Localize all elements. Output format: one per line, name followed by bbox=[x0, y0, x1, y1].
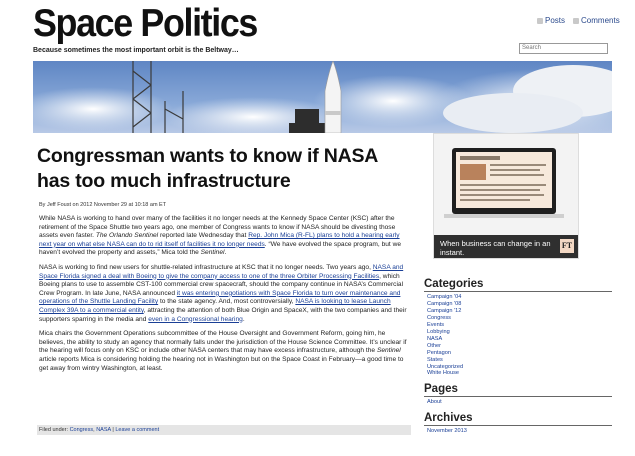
sidebar-item-category[interactable]: Pentagon bbox=[427, 349, 451, 356]
post-body bbox=[39, 215, 409, 379]
categories-list bbox=[424, 294, 612, 377]
comments-feed-label: Comments bbox=[581, 16, 620, 25]
ad-caption: When business can change in an instant. bbox=[434, 235, 579, 259]
sidebar-item-category[interactable]: Congress bbox=[427, 314, 451, 321]
search-input[interactable]: Search bbox=[519, 43, 608, 54]
site-title[interactable]: Space Politics bbox=[33, 2, 257, 45]
post-footer-meta: Filed under: Congress, NASA | Leave a comment bbox=[37, 425, 411, 435]
ad-image bbox=[434, 134, 579, 235]
post-paragraph: NASA is working to find new users for shuttle-related infrastructure at KSC that it no longer needs. Two years ago, NASA and Space Florida signed a deal with Boeing to give the company access to one of the three Orbiter Processing Facilities, which Boeing plans to use to assemble CST-100 commercial crew spacecraft, should the company continue in NASA’s Commercial Crew Program. In late June, NASA announced it was entering negotiations with Space Florida to turn over maintenance and operations of the Shuttle Landing Facility to the state agency. And, most controversially, NASA is looking to lease Launch Complex 39A to a commercial entity, attracting the attention of both Blue Origin and SpaceX, with the two companies and their supporters sparring in the media and even in a Congressional hearing. bbox=[39, 263, 407, 323]
sidebar-item-category[interactable]: Other bbox=[427, 342, 441, 349]
sidebar-item-page[interactable]: About bbox=[427, 399, 442, 406]
archives-heading: Archives bbox=[424, 412, 612, 426]
sidebar-item-category[interactable]: NASA bbox=[427, 335, 443, 342]
site-tagline: Because sometimes the most important orbit is the Beltway… bbox=[33, 47, 239, 54]
categories-heading: Categories bbox=[424, 278, 612, 292]
sidebar bbox=[424, 278, 612, 435]
sidebar-item-category[interactable]: White House bbox=[427, 370, 460, 377]
post-paragraph: While NASA is working to hand over many of the facilities it no longer needs at the Kennedy Space Center (KSC) after the retirement of the Space Shuttle two years ago, one member of Congress wants to know if NASA should be divesting those assets even faster. The Orlando Sentinel reported late Wednesday that Rep. John Mica (R-FL) plans to hold a hearing early next year on what else NASA can do to rid itself of facilities it no longer needs. “We have evolved the space program, but we haven’t evolved the property and assets,” Mica told the Sentinel. bbox=[39, 215, 402, 257]
pages-list bbox=[424, 399, 612, 406]
sidebar-item-category[interactable]: Campaign '04 bbox=[427, 294, 462, 300]
sidebar-item-category[interactable]: Campaign '12 bbox=[427, 307, 462, 314]
post-title[interactable]: Congressman wants to know if NASA has too much infrastructure bbox=[37, 145, 378, 192]
post-byline: By Jeff Foust on 2012 November 29 at 10:18 am ET bbox=[39, 202, 167, 208]
mica-hearing-link[interactable]: Rep. John Mica (R-FL) plans to hold a hearing early next year on what else NASA can do to rid itself of facilities it no longer needs bbox=[39, 232, 400, 248]
sidebar-advertisement[interactable] bbox=[433, 133, 579, 259]
leave-comment-link[interactable]: Leave a comment bbox=[115, 427, 160, 433]
header-banner-image bbox=[33, 61, 612, 133]
rss-icon bbox=[537, 18, 543, 24]
posts-feed-label: Posts bbox=[545, 16, 566, 25]
congressional-hearing-link[interactable]: even in a Congressional hearing bbox=[148, 315, 243, 323]
ft-logo-icon: FT bbox=[560, 239, 574, 253]
comments-feed-link[interactable] bbox=[573, 16, 620, 25]
sidebar-item-category[interactable]: Uncategorized bbox=[427, 363, 464, 370]
category-link-nasa[interactable]: NASA bbox=[96, 427, 111, 433]
sidebar-item-archive[interactable]: November 2013 bbox=[427, 428, 467, 435]
sidebar-item-category[interactable]: Lobbying bbox=[427, 328, 450, 335]
pages-heading: Pages bbox=[424, 383, 612, 397]
sidebar-item-category[interactable]: Campaign '08 bbox=[427, 300, 462, 307]
sidebar-item-category[interactable]: States bbox=[427, 356, 443, 363]
post-paragraph: Mica chairs the Government Operations subcommittee of the House Oversight and Government Reform, going him, he believes, the ability to study an agency that normally falls under the jurisdiction of the House Science Committee. It’s unclear if the hearing will focus only on KSC or include other NASA centers that may have excess infrastructure, although the Sentinel article reports Mica is considering holding the hearing not in Washington but on the Space Coast in February—a good time to get away from wintry Washington, at least. bbox=[39, 330, 407, 372]
landing-facility-link[interactable]: it was entering negotiations with Space Florida to turn over maintenance and operations of the Shuttle Landing Facility bbox=[39, 289, 401, 306]
rss-icon bbox=[573, 18, 579, 24]
category-link-congress[interactable]: Congress bbox=[69, 427, 94, 433]
archives-list bbox=[424, 428, 612, 435]
feed-links bbox=[537, 16, 620, 25]
boeing-deal-link[interactable]: NASA and Space Florida signed a deal with Boeing to give the company access to one of the three Orbiter Processing Facilities bbox=[39, 263, 404, 280]
posts-feed-link[interactable] bbox=[537, 16, 565, 25]
complex-39a-link[interactable]: NASA is looking to lease Launch Complex 39A to a commercial entity bbox=[39, 298, 391, 314]
sidebar-item-category[interactable]: Events bbox=[427, 321, 445, 328]
